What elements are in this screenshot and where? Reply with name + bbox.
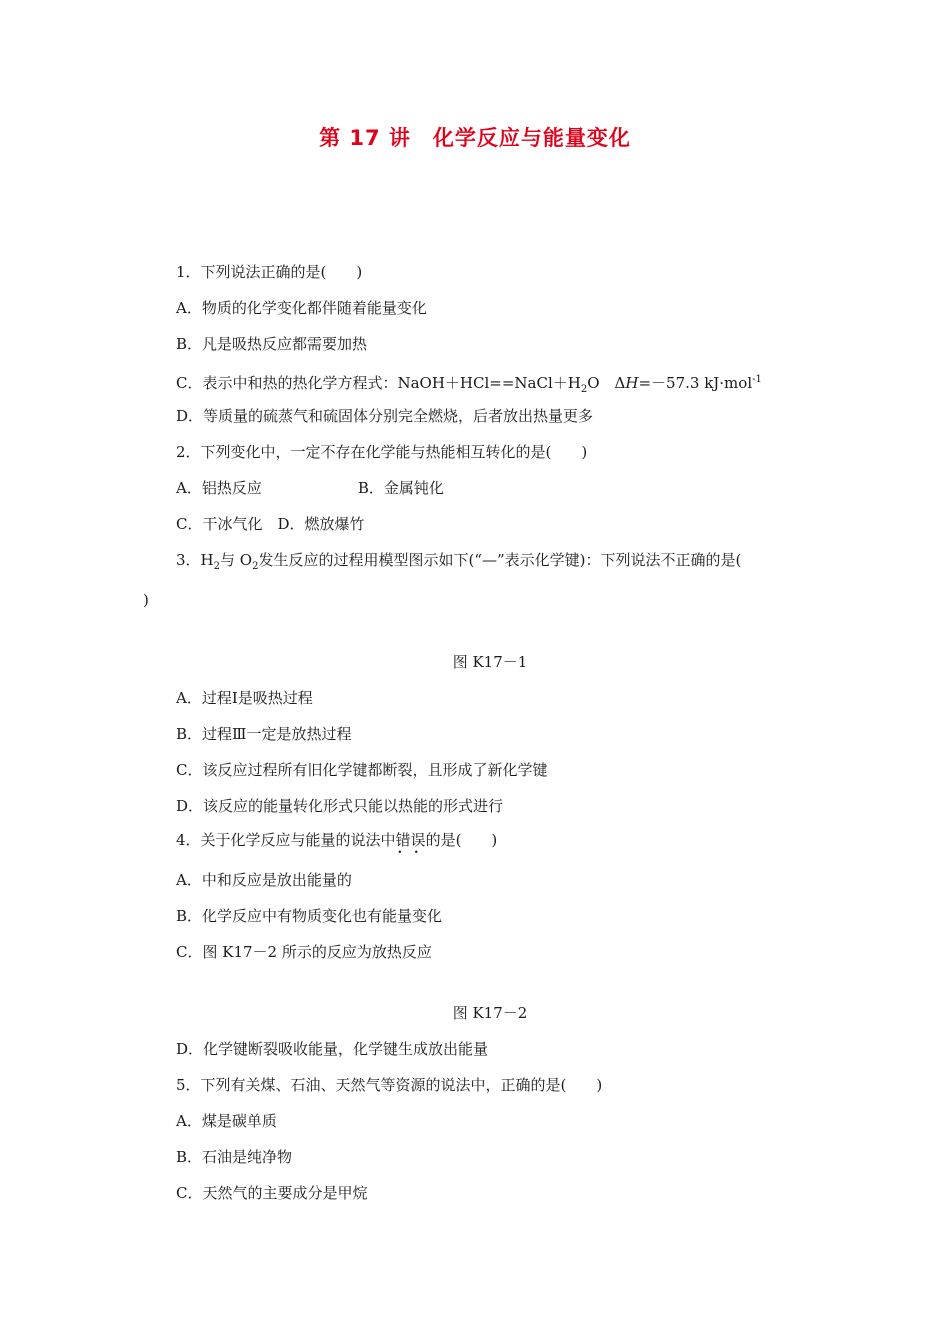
- q1-c-value: =－57.3 kJ·mol: [638, 374, 753, 392]
- q5-stem: 5．下列有关煤、石油、天然气等资源的说法中，正确的是( ): [176, 1076, 603, 1094]
- q4-option-a: A．中和反应是放出能量的: [176, 871, 352, 889]
- q3-option-c: C．该反应过程所有旧化学键都断裂，且形成了新化学键: [176, 761, 548, 779]
- q3-stem-o: 与 O: [220, 551, 253, 569]
- lesson-title: 化学反应与能量变化: [432, 126, 631, 150]
- q3-option-a: A．过程Ⅰ是吸热过程: [176, 689, 313, 707]
- q3-stem: [176, 550, 741, 577]
- q2-option-a: A．铝热反应: [176, 479, 262, 497]
- lesson-number: 第 17 讲: [319, 126, 411, 150]
- q3-option-b: B．过程Ⅲ一定是放热过程: [176, 725, 352, 743]
- q3-option-d: D．该反应的能量转化形式只能以热能的形式进行: [176, 797, 504, 815]
- q3-stem-text: 发生反应的过程用模型图示如下(“—”表示化学键)：下列说法不正确的是(: [258, 551, 742, 569]
- q5-option-b: B．石油是纯净物: [176, 1148, 293, 1166]
- q4-option-d: D．化学键断裂吸收能量，化学键生成放出能量: [176, 1040, 489, 1058]
- q3-sub-2: 2: [252, 561, 259, 572]
- q5-option-a: A．煤是碳单质: [176, 1112, 277, 1130]
- q4-stem-text: 4．关于化学反应与能量的说法中: [176, 831, 396, 849]
- figure-k17-2-caption: 图 K17－2: [452, 1004, 528, 1022]
- q1-c-text: C．表示中和热的热化学方程式：NaOH＋HCl==NaCl＋H: [176, 374, 581, 392]
- q2-stem: 2．下列变化中，一定不存在化学能与热能相互转化的是( ): [176, 443, 588, 461]
- figure-k17-1-caption: 图 K17－1: [452, 653, 528, 671]
- q4-option-c: C．图 K17－2 所示的反应为放热反应: [176, 943, 432, 961]
- q3-stem-continued: ): [143, 591, 149, 609]
- q1-stem: 1．下列说法正确的是( ): [176, 263, 363, 281]
- q4-stem-end: 的是( ): [425, 831, 498, 849]
- q4-option-b: B．化学反应中有物质变化也有能量变化: [176, 907, 443, 925]
- q3-stem-h: 3．H: [176, 551, 214, 569]
- q1-c-delta: O Δ: [587, 374, 626, 392]
- q1-c-sub: 2: [580, 384, 588, 395]
- q4-stem: [176, 830, 497, 850]
- q1-c-sup: -1: [752, 374, 762, 385]
- q3-sub-1: 2: [213, 561, 220, 572]
- q2-options-cd: C．干冰气化 D．燃放爆竹: [176, 515, 365, 533]
- q4-emphasis: 错误 • •: [396, 831, 426, 849]
- q1-option-b: B．凡是吸热反应都需要加热: [176, 335, 368, 353]
- page-title: [0, 122, 950, 152]
- q1-option-d: D．等质量的硫蒸气和硫固体分别完全燃烧，后者放出热量更多: [176, 407, 594, 425]
- q5-option-c: C．天然气的主要成分是甲烷: [176, 1184, 368, 1202]
- q2-option-b: B．金属钝化: [357, 479, 444, 497]
- q1-option-c: [176, 370, 762, 400]
- q1-c-h: H: [625, 374, 639, 392]
- q1-option-a: A．物质的化学变化都伴随着能量变化: [176, 299, 427, 317]
- q2-options-ab: [176, 478, 444, 498]
